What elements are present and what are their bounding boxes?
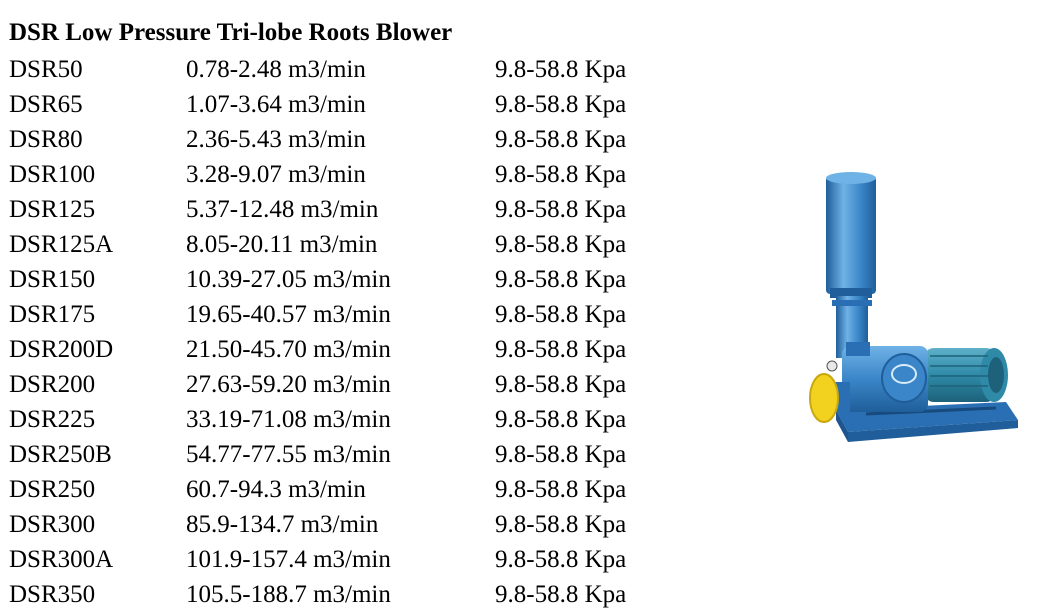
flow-cell: 5.37-12.48 m3/min [186,196,379,223]
spec-row [9,192,709,227]
flow-cell: 19.65-40.57 m3/min [186,301,391,328]
flow-cell: 0.78-2.48 m3/min [186,56,366,83]
flow-cell: 2.36-5.43 m3/min [186,126,366,153]
flow-cell: 8.05-20.11 m3/min [186,231,378,258]
model-cell: DSR100 [9,161,96,188]
model-cell: DSR150 [9,266,96,293]
flow-cell: 1.07-3.64 m3/min [186,91,366,118]
flow-cell: 60.7-94.3 m3/min [186,476,366,503]
spec-row [9,577,709,612]
flow-cell: 21.50-45.70 m3/min [186,336,391,363]
pressure-cell: 9.8-58.8 Kpa [495,371,627,398]
model-cell: DSR65 [9,91,83,118]
model-cell: DSR350 [9,581,96,608]
spec-row [9,332,709,367]
spec-row [9,437,709,472]
spec-row [9,122,709,157]
roots-blower-icon [806,170,1022,454]
spec-row [9,262,709,297]
pressure-cell: 9.8-58.8 Kpa [495,91,627,118]
spec-table [9,52,709,612]
flow-cell: 10.39-27.05 m3/min [186,266,391,293]
pressure-cell: 9.8-58.8 Kpa [495,266,627,293]
flow-cell: 85.9-134.7 m3/min [186,511,379,538]
flow-cell: 33.19-71.08 m3/min [186,406,391,433]
pressure-cell: 9.8-58.8 Kpa [495,301,627,328]
model-cell: DSR125 [9,196,96,223]
model-cell: DSR250 [9,476,96,503]
pressure-cell: 9.8-58.8 Kpa [495,441,627,468]
spec-row [9,472,709,507]
pressure-cell: 9.8-58.8 Kpa [495,511,627,538]
model-cell: DSR80 [9,126,83,153]
pressure-cell: 9.8-58.8 Kpa [495,161,627,188]
spec-row [9,402,709,437]
flow-cell: 3.28-9.07 m3/min [186,161,366,188]
model-cell: DSR250B [9,441,112,468]
flow-cell: 105.5-188.7 m3/min [186,581,391,608]
model-cell: DSR125A [9,231,114,258]
pressure-cell: 9.8-58.8 Kpa [495,581,627,608]
spec-row [9,227,709,262]
pressure-cell: 9.8-58.8 Kpa [495,231,627,258]
flow-cell: 101.9-157.4 m3/min [186,546,391,573]
flow-cell: 54.77-77.55 m3/min [186,441,391,468]
pressure-cell: 9.8-58.8 Kpa [495,56,627,83]
spec-row [9,52,709,87]
model-cell: DSR300 [9,511,96,538]
model-cell: DSR200 [9,371,96,398]
page-title: DSR Low Pressure Tri-lobe Roots Blower [9,19,453,46]
spec-row [9,507,709,542]
spec-row [9,367,709,402]
model-cell: DSR300A [9,546,114,573]
model-cell: DSR50 [9,56,83,83]
pressure-cell: 9.8-58.8 Kpa [495,476,627,503]
model-cell: DSR200D [9,336,114,363]
pressure-cell: 9.8-58.8 Kpa [495,196,627,223]
spec-row [9,157,709,192]
spec-row [9,87,709,122]
pressure-cell: 9.8-58.8 Kpa [495,126,627,153]
spec-row [9,297,709,332]
pressure-cell: 9.8-58.8 Kpa [495,336,627,363]
pressure-cell: 9.8-58.8 Kpa [495,546,627,573]
model-cell: DSR175 [9,301,96,328]
pressure-cell: 9.8-58.8 Kpa [495,406,627,433]
model-cell: DSR225 [9,406,96,433]
flow-cell: 27.63-59.20 m3/min [186,371,391,398]
spec-row [9,542,709,577]
